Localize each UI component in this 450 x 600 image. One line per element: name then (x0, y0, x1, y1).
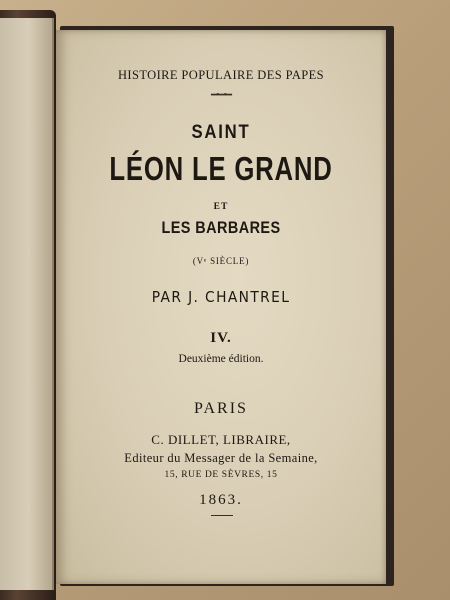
volume-number: IV. (210, 330, 232, 346)
publication-year: 1863. (199, 492, 243, 508)
century-note: (Vᵉ SIÈCLE) (192, 256, 250, 266)
left-page-edge (0, 18, 54, 590)
title-prefix: SAINT (191, 122, 251, 143)
series-title: HISTOIRE POPULAIRE DES PAPES (117, 68, 325, 82)
title-conjunction: ET (213, 202, 229, 212)
publication-city: PARIS (194, 400, 248, 417)
title-page (56, 30, 386, 584)
book-title: LÉON LE GRAND (109, 150, 333, 187)
year-rule (211, 515, 233, 516)
ornament-divider: ━•━•━ (210, 90, 232, 101)
edition-note: Deuxième édition. (178, 353, 264, 365)
publisher-address: 15, RUE DE SÈVRES, 15 (164, 470, 278, 480)
book-subtitle: LES BARBARES (161, 218, 281, 237)
publisher-name: C. DILLET, LIBRAIRE, (151, 432, 291, 447)
publisher-description: Editeur du Messager de la Semaine, (124, 451, 318, 465)
author-line: PAR J. CHANTREL (151, 288, 291, 306)
